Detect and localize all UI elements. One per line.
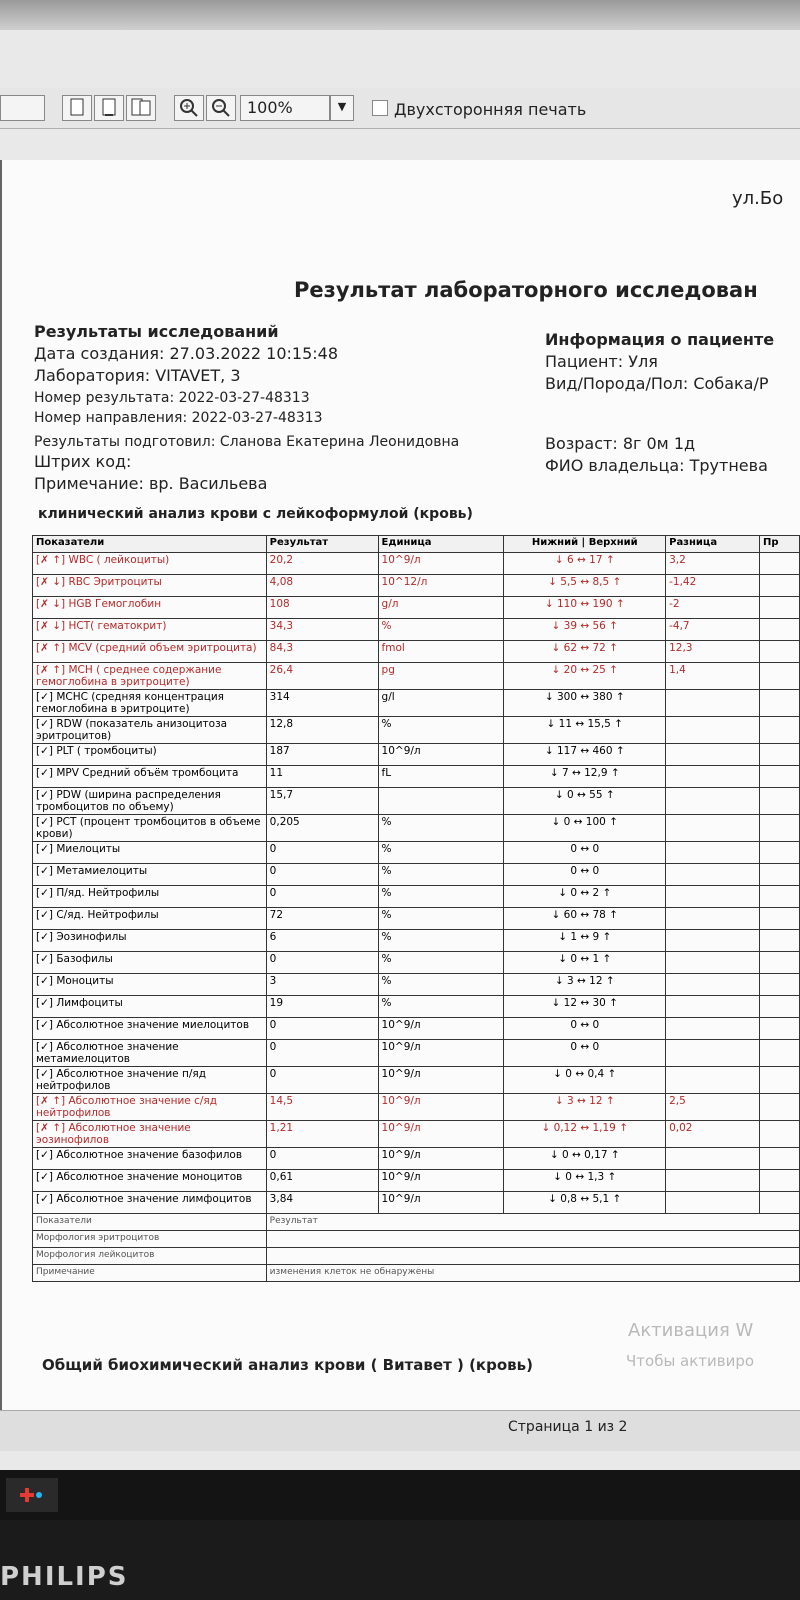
cell-empty [760, 886, 800, 908]
cell-range: ↓ 39 ↔ 56 ↑ [504, 619, 666, 641]
table-row [33, 663, 800, 690]
cell-diff [666, 1170, 760, 1192]
table-row [33, 1248, 800, 1265]
zoom-select[interactable] [240, 95, 330, 121]
cell-range: ↓ 0,12 ↔ 1,19 ↑ [504, 1121, 666, 1148]
cell-unit: g/л [378, 597, 504, 619]
cell-result: 20,2 [266, 553, 378, 575]
cell-unit: pg [378, 663, 504, 690]
table-row [33, 974, 800, 996]
cell-diff [666, 996, 760, 1018]
cell-diff [666, 815, 760, 842]
cell-empty [760, 1121, 800, 1148]
patient-species: Вид/Порода/Пол: Собака/Р [545, 374, 769, 393]
cell-name: [✗ ↑] Абсолютное значение с/яд нейтрофилов [33, 1094, 267, 1121]
cell-name: [✓] П/яд. Нейтрофилы [33, 886, 267, 908]
cell-empty [760, 930, 800, 952]
cell-empty [760, 619, 800, 641]
address-partial: ул.Бо [732, 188, 784, 209]
cell-result: 15,7 [266, 788, 378, 815]
cell-unit: g/l [378, 690, 504, 717]
cell-unit: % [378, 619, 504, 641]
cell-range: ↓ 0 ↔ 55 ↑ [504, 788, 666, 815]
cell-unit: % [378, 842, 504, 864]
created-date: Дата создания: 27.03.2022 10:15:48 [34, 344, 338, 363]
cell-unit: % [378, 864, 504, 886]
cell-empty [760, 864, 800, 886]
cell-result: 1,21 [266, 1121, 378, 1148]
cell-result: 0 [266, 842, 378, 864]
cell-result: 187 [266, 744, 378, 766]
cell-name: Морфология эритроцитов [33, 1231, 267, 1248]
zoom-out-icon[interactable] [206, 95, 236, 121]
cell-diff: 3,2 [666, 553, 760, 575]
laboratory: Лаборатория: VITAVET, 3 [34, 366, 241, 385]
cell-name: [✓] MPV Средний объём тромбоцита [33, 766, 267, 788]
cell-diff: 12,3 [666, 641, 760, 663]
page-input[interactable] [0, 95, 45, 121]
cell-unit: 10^9/л [378, 1067, 504, 1094]
cell-result: 26,4 [266, 663, 378, 690]
cell-empty [760, 744, 800, 766]
cell-range: ↓ 11 ↔ 15,5 ↑ [504, 717, 666, 744]
activation-watermark-subtext: Чтобы активиро [626, 1352, 755, 1370]
cell-result: 19 [266, 996, 378, 1018]
table-row [33, 930, 800, 952]
page-indicator: Страница 1 из 2 [508, 1419, 628, 1435]
cell-name: [✓] Абсолютное значение миелоцитов [33, 1018, 267, 1040]
page-title: Результат лабораторного исследован [294, 278, 758, 302]
cell-unit: 10^9/л [378, 1094, 504, 1121]
table-row [33, 864, 800, 886]
cell-name: [✗ ↑] Абсолютное значение эозинофилов [33, 1121, 267, 1148]
page-icon-glyph [63, 96, 91, 120]
table-row [33, 1094, 800, 1121]
table-row [33, 744, 800, 766]
print-preview-toolbar [0, 88, 800, 129]
table-row [33, 1265, 800, 1282]
cell-range: ↓ 7 ↔ 12,9 ↑ [504, 766, 666, 788]
cell-result: 3,84 [266, 1192, 378, 1214]
cell-name: [✓] MCHC (средняя концентрация гемоглобина в эритроците) [33, 690, 267, 717]
cell-diff [666, 1018, 760, 1040]
cell-result: 0 [266, 1067, 378, 1094]
patient-section-title: Информация о пациенте [545, 330, 775, 349]
cell-name: Морфология лейкоцитов [33, 1248, 267, 1265]
cell-result: 14,5 [266, 1094, 378, 1121]
table-row [33, 1148, 800, 1170]
note: Примечание: вр. Васильева [34, 474, 268, 493]
cell-result: 108 [266, 597, 378, 619]
cell-diff [666, 717, 760, 744]
cell-empty [760, 952, 800, 974]
cell-value [266, 1248, 799, 1265]
cell-value [266, 1231, 799, 1248]
cell-range: ↓ 6 ↔ 17 ↑ [504, 553, 666, 575]
table-row [33, 788, 800, 815]
cell-empty [760, 1192, 800, 1214]
cell-range: ↓ 60 ↔ 78 ↑ [504, 908, 666, 930]
cell-unit: 10^9/л [378, 1192, 504, 1214]
table-row [33, 952, 800, 974]
two-pages-glyph [127, 96, 155, 120]
taskbar [0, 1470, 800, 1520]
results-section-title: Результаты исследований [34, 322, 279, 341]
cell-empty [760, 908, 800, 930]
cell-name: [✓] Абсолютное значение метамиелоцитов [33, 1040, 267, 1067]
owner-name: ФИО владельца: Трутнева [545, 456, 768, 475]
referral-number: Номер направления: 2022-03-27-48313 [34, 410, 323, 426]
cell-unit: % [378, 930, 504, 952]
cell-range: ↓ 110 ↔ 190 ↑ [504, 597, 666, 619]
table-row [33, 575, 800, 597]
table-row [33, 1231, 800, 1248]
cell-empty [760, 717, 800, 744]
cell-range: ↓ 1 ↔ 9 ↑ [504, 930, 666, 952]
cell-empty [760, 1148, 800, 1170]
col-header: Нижний | Верхний [504, 536, 666, 553]
table-header-row [33, 536, 800, 553]
table-row [33, 886, 800, 908]
cell-value: Результат [266, 1214, 799, 1231]
cell-result: 0 [266, 952, 378, 974]
cell-diff: -4,7 [666, 619, 760, 641]
philips-logo: PHILIPS [0, 1562, 129, 1592]
cell-range: ↓ 3 ↔ 12 ↑ [504, 974, 666, 996]
cell-empty [760, 575, 800, 597]
cell-diff: -1,42 [666, 575, 760, 597]
cell-unit: fmol [378, 641, 504, 663]
cell-result: 314 [266, 690, 378, 717]
cell-result: 12,8 [266, 717, 378, 744]
table-row [33, 690, 800, 717]
cell-empty [760, 842, 800, 864]
table-row [33, 553, 800, 575]
cell-diff [666, 744, 760, 766]
duplex-label: Двухсторонняя печать [394, 100, 587, 119]
cell-empty [760, 1040, 800, 1067]
cell-range: ↓ 0,8 ↔ 5,1 ↑ [504, 1192, 666, 1214]
cell-empty [760, 1067, 800, 1094]
cell-name: [✓] С/яд. Нейтрофилы [33, 908, 267, 930]
cell-name: [✓] RDW (показатель анизоцитоза эритроцитов) [33, 717, 267, 744]
cell-unit: 10^9/л [378, 1018, 504, 1040]
zoom-value: 100% [247, 98, 293, 117]
cell-diff [666, 908, 760, 930]
cell-empty [760, 1170, 800, 1192]
table-row [33, 1170, 800, 1192]
app-icon[interactable] [6, 1478, 58, 1512]
cell-result: 3 [266, 974, 378, 996]
cell-range: ↓ 20 ↔ 25 ↑ [504, 663, 666, 690]
cell-empty [760, 815, 800, 842]
cell-diff [666, 766, 760, 788]
cell-range: ↓ 0 ↔ 1,3 ↑ [504, 1170, 666, 1192]
col-header: Показатели [33, 536, 267, 553]
table-row [33, 1121, 800, 1148]
cell-diff: 1,4 [666, 663, 760, 690]
cell-name: [✗ ↓] HGB Гемоглобин [33, 597, 267, 619]
zoom-out-glyph [207, 96, 235, 120]
cell-range: 0 ↔ 0 [504, 1018, 666, 1040]
cell-name: [✓] Базофилы [33, 952, 267, 974]
cell-range: ↓ 0 ↔ 1 ↑ [504, 952, 666, 974]
cell-diff [666, 690, 760, 717]
cell-diff [666, 842, 760, 864]
next-section-title: Общий биохимический анализ крови ( Витавет ) (кровь) [42, 1356, 533, 1374]
cell-name: [✗ ↑] MCH ( среднее содержание гемоглобина в эритроците) [33, 663, 267, 690]
cell-range: ↓ 0 ↔ 0,17 ↑ [504, 1148, 666, 1170]
table-row [33, 842, 800, 864]
cell-result: 0,205 [266, 815, 378, 842]
cell-range: 0 ↔ 0 [504, 864, 666, 886]
cell-name: [✗ ↑] WBC ( лейкоциты) [33, 553, 267, 575]
cell-range: 0 ↔ 0 [504, 1040, 666, 1067]
cell-name: [✓] Лимфоциты [33, 996, 267, 1018]
chevron-down-icon[interactable]: ▼ [330, 95, 354, 121]
page-icon[interactable] [62, 95, 92, 121]
cell-unit: % [378, 908, 504, 930]
cell-range: ↓ 12 ↔ 30 ↑ [504, 996, 666, 1018]
cell-unit: 10^9/л [378, 744, 504, 766]
cell-empty [760, 690, 800, 717]
cell-unit: % [378, 886, 504, 908]
cell-diff [666, 974, 760, 996]
cell-diff [666, 1192, 760, 1214]
table-row [33, 619, 800, 641]
result-number: Номер результата: 2022-03-27-48313 [34, 390, 310, 406]
cell-result: 4,08 [266, 575, 378, 597]
status-bar [0, 1410, 800, 1451]
cell-empty [760, 641, 800, 663]
cell-diff: 2,5 [666, 1094, 760, 1121]
table-row [33, 717, 800, 744]
cell-range: ↓ 117 ↔ 460 ↑ [504, 744, 666, 766]
cell-unit: % [378, 815, 504, 842]
results-table [32, 535, 800, 1282]
cell-unit: 10^9/л [378, 1121, 504, 1148]
medical-app-icon [6, 1478, 58, 1512]
cell-unit: % [378, 974, 504, 996]
cell-name: [✗ ↓] HCT( гематокрит) [33, 619, 267, 641]
cell-result: 0 [266, 1040, 378, 1067]
cell-name: [✗ ↑] MCV (средний объем эритроцита) [33, 641, 267, 663]
cell-unit: % [378, 952, 504, 974]
activation-watermark: Активация W [628, 1320, 754, 1341]
cell-empty [760, 996, 800, 1018]
cell-name: Примечание [33, 1265, 267, 1282]
zoom-in-glyph [175, 96, 203, 120]
cell-result: 6 [266, 930, 378, 952]
cell-empty [760, 1094, 800, 1121]
cell-range: ↓ 3 ↔ 12 ↑ [504, 1094, 666, 1121]
table-row [33, 597, 800, 619]
cell-name: [✓] Метамиелоциты [33, 864, 267, 886]
cell-value: изменения клеток не обнаружены [266, 1265, 799, 1282]
cell-diff: -2 [666, 597, 760, 619]
cell-name: [✗ ↓] RBC Эритроциты [33, 575, 267, 597]
patient-age: Возраст: 8г 0м 1д [545, 434, 696, 453]
table-row [33, 1018, 800, 1040]
cell-result: 11 [266, 766, 378, 788]
cell-diff [666, 864, 760, 886]
page-width-icon[interactable] [94, 95, 124, 121]
table-row [33, 815, 800, 842]
cell-range: ↓ 0 ↔ 100 ↑ [504, 815, 666, 842]
cell-name: Показатели [33, 1214, 267, 1231]
cell-unit: 10^9/л [378, 553, 504, 575]
patient-name: Пациент: Уля [545, 352, 658, 371]
cell-diff [666, 788, 760, 815]
barcode-label: Штрих код: [34, 452, 132, 471]
table-row [33, 766, 800, 788]
cell-unit: 10^12/л [378, 575, 504, 597]
page-width-glyph [95, 96, 123, 120]
table-row [33, 1040, 800, 1067]
col-header: Результат [266, 536, 378, 553]
cell-diff [666, 952, 760, 974]
table-row [33, 1214, 800, 1231]
monitor-bezel-top [0, 0, 800, 30]
table-row [33, 996, 800, 1018]
cell-empty [760, 1018, 800, 1040]
cell-empty [760, 974, 800, 996]
cell-name: [✓] Миелоциты [33, 842, 267, 864]
prepared-by: Результаты подготовил: Сланова Екатерина Леонидовна [34, 434, 460, 450]
cell-name: [✓] PDW (ширина распределения тромбоцитов по объему) [33, 788, 267, 815]
table-row [33, 908, 800, 930]
cell-unit: 10^9/л [378, 1148, 504, 1170]
cell-diff: 0,02 [666, 1121, 760, 1148]
cell-unit [378, 788, 504, 815]
cell-unit: % [378, 996, 504, 1018]
cell-name: [✓] Абсолютное значение моноцитов [33, 1170, 267, 1192]
table-row [33, 641, 800, 663]
table-row [33, 1067, 800, 1094]
cell-name: [✓] Абсолютное значение п/яд нейтрофилов [33, 1067, 267, 1094]
cell-name: [✓] Эозинофилы [33, 930, 267, 952]
cell-result: 0 [266, 886, 378, 908]
two-pages-icon[interactable] [126, 95, 156, 121]
cell-diff [666, 1148, 760, 1170]
cell-range: ↓ 300 ↔ 380 ↑ [504, 690, 666, 717]
cell-unit: fL [378, 766, 504, 788]
cell-unit: 10^9/л [378, 1170, 504, 1192]
cell-empty [760, 788, 800, 815]
col-header: Пр [760, 536, 800, 553]
duplex-checkbox[interactable] [372, 100, 388, 116]
cell-empty [760, 553, 800, 575]
cell-range: ↓ 5,5 ↔ 8,5 ↑ [504, 575, 666, 597]
cell-unit: % [378, 717, 504, 744]
col-header: Разница [666, 536, 760, 553]
cell-result: 84,3 [266, 641, 378, 663]
cell-diff [666, 1067, 760, 1094]
cell-unit: 10^9/л [378, 1040, 504, 1067]
cell-result: 0,61 [266, 1170, 378, 1192]
cell-name: [✓] PCT (процент тромбоцитов в объеме крови) [33, 815, 267, 842]
table-row [33, 1192, 800, 1214]
cell-empty [760, 766, 800, 788]
cell-range: 0 ↔ 0 [504, 842, 666, 864]
cell-result: 34,3 [266, 619, 378, 641]
cell-result: 0 [266, 1018, 378, 1040]
cell-range: ↓ 0 ↔ 2 ↑ [504, 886, 666, 908]
cell-name: [✓] Абсолютное значение базофилов [33, 1148, 267, 1170]
cell-diff [666, 930, 760, 952]
cell-empty [760, 597, 800, 619]
cell-result: 0 [266, 1148, 378, 1170]
cell-range: ↓ 0 ↔ 0,4 ↑ [504, 1067, 666, 1094]
cell-result: 0 [266, 864, 378, 886]
cell-name: [✓] Абсолютное значение лимфоцитов [33, 1192, 267, 1214]
cell-diff [666, 1040, 760, 1067]
cell-empty [760, 663, 800, 690]
cell-diff [666, 886, 760, 908]
cell-name: [✓] Моноциты [33, 974, 267, 996]
zoom-in-icon[interactable] [174, 95, 204, 121]
cell-result: 72 [266, 908, 378, 930]
cell-name: [✓] PLT ( тромбоциты) [33, 744, 267, 766]
table-caption: клинический анализ крови с лейкоформулой (кровь) [38, 506, 473, 522]
cell-range: ↓ 62 ↔ 72 ↑ [504, 641, 666, 663]
col-header: Единица [378, 536, 504, 553]
